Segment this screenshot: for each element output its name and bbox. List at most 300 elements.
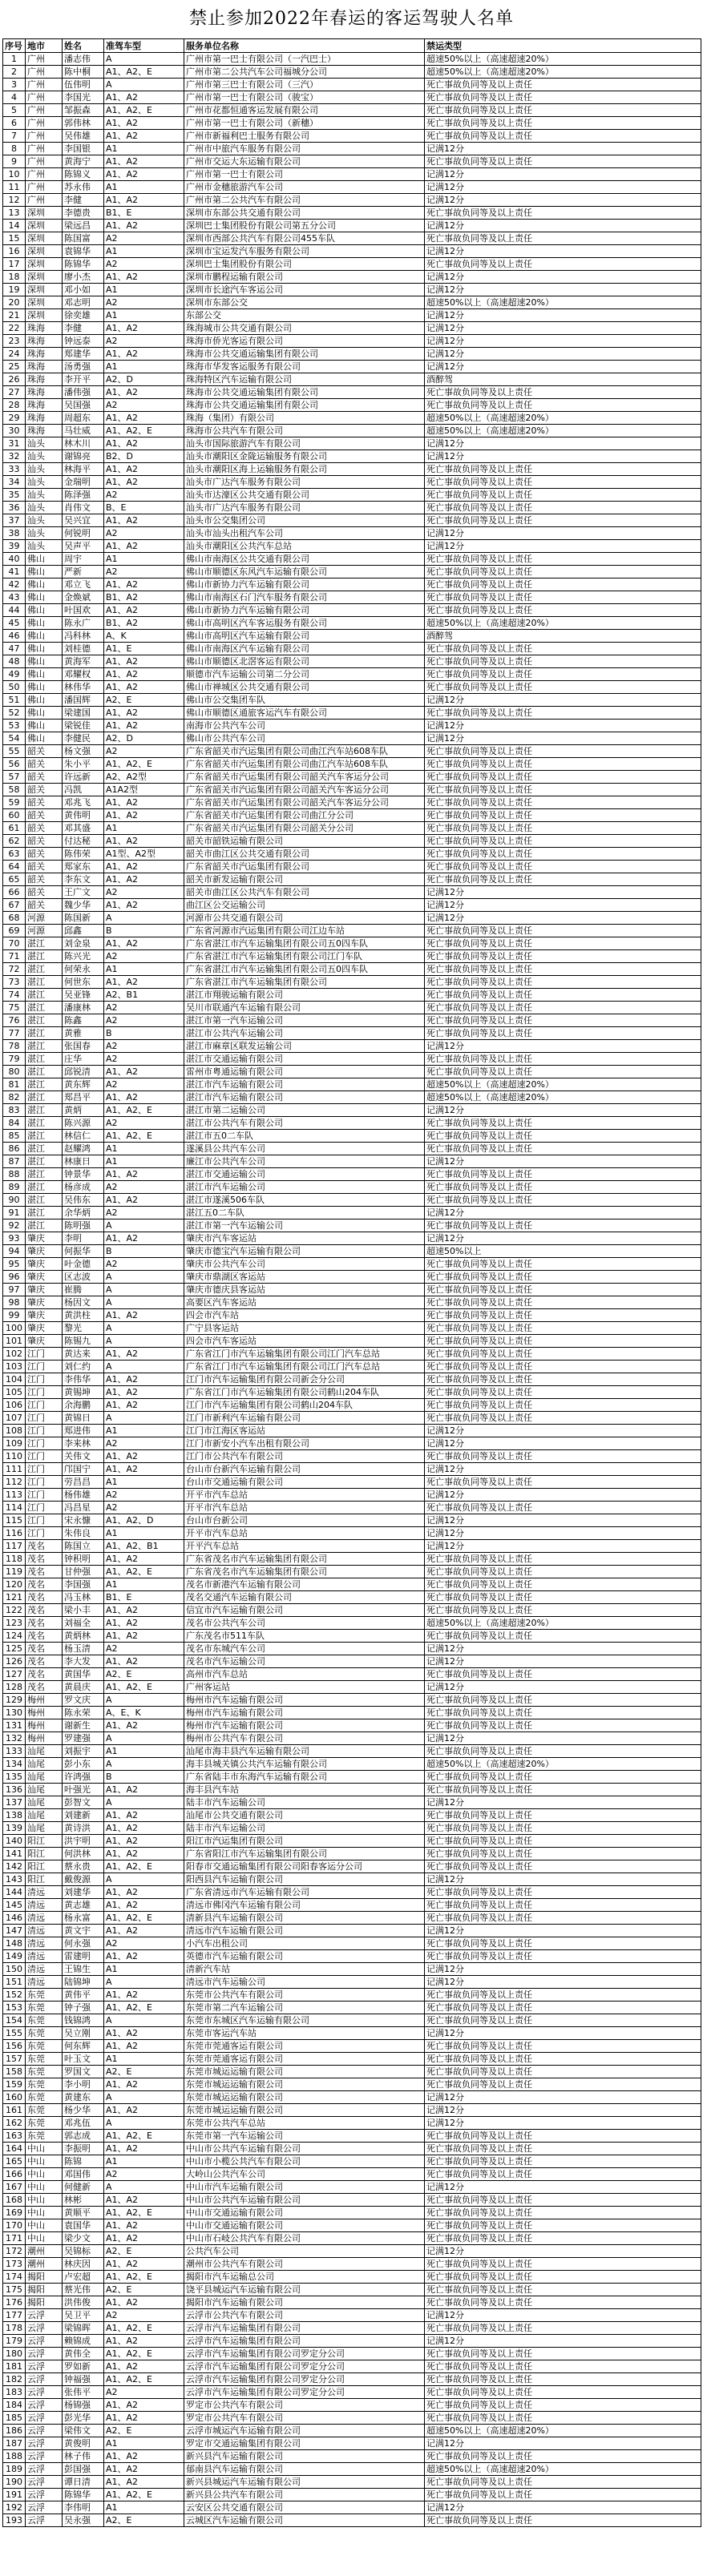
cell-city: 佛山 <box>26 643 63 655</box>
table-row <box>3 2476 701 2489</box>
cell-license-class: A1、A2 <box>104 1719 184 1732</box>
cell-city: 东莞 <box>26 2066 63 2078</box>
cell-city: 茂名 <box>26 1540 63 1553</box>
cell-index: 103 <box>3 1361 26 1373</box>
cell-ban-type: 记满12分 <box>425 1681 701 1694</box>
cell-index: 32 <box>3 450 26 463</box>
cell-employer: 阳江市汽运集团有限公司 <box>184 1835 425 1848</box>
table-row <box>3 1450 701 1463</box>
cell-license-class: A1、A2 <box>104 1989 184 2002</box>
cell-index: 14 <box>3 220 26 232</box>
table-row <box>3 1643 701 1655</box>
cell-license-class: A1、A2、E <box>104 1104 184 1117</box>
cell-city: 湛江 <box>26 1002 63 1014</box>
cell-city: 梅州 <box>26 1732 63 1745</box>
cell-employer: 广东省陆丰市东海汽车运输有限公司 <box>184 1771 425 1784</box>
cell-ban-type: 死亡事故负同等及以上责任 <box>425 1450 701 1463</box>
cell-employer: 茂名市公共汽车公司 <box>184 1617 425 1630</box>
cell-license-class: A1、A2 <box>104 412 184 425</box>
table-row <box>3 1822 701 1835</box>
table-row <box>3 694 701 707</box>
cell-city: 清远 <box>26 1963 63 1976</box>
cell-employer: 广州市第一巴士有限公司 <box>184 168 425 181</box>
cell-index: 49 <box>3 668 26 681</box>
cell-license-class: A1、A2 <box>104 655 184 668</box>
cell-index: 192 <box>3 2501 26 2514</box>
cell-employer: 佛山市禅城区公共交通有限公司 <box>184 681 425 694</box>
cell-city: 珠海 <box>26 373 63 386</box>
cell-name: 杨锦强 <box>63 2399 104 2412</box>
cell-city: 云浮 <box>26 2335 63 2348</box>
cell-city: 东莞 <box>26 2130 63 2143</box>
cell-employer: 韶关市新发运输有限公司 <box>184 873 425 886</box>
table-row <box>3 1514 701 1527</box>
cell-city: 阳江 <box>26 1848 63 1860</box>
cell-city: 广州 <box>26 181 63 194</box>
cell-employer: 河源市公共交通有限公司 <box>184 912 425 925</box>
cell-index: 168 <box>3 2194 26 2207</box>
cell-license-class: A2 <box>104 1258 184 1271</box>
driver-list-table <box>2 38 701 2527</box>
cell-index: 179 <box>3 2335 26 2348</box>
table-row <box>3 130 701 143</box>
cell-name: 黄晨庆 <box>63 1681 104 1694</box>
cell-name: 陈兴源 <box>63 1117 104 1130</box>
cell-employer: 湛江市第一汽车运输公司 <box>184 1014 425 1027</box>
table-row <box>3 630 701 643</box>
cell-employer: 汕尾市公共交通有限公司 <box>184 1809 425 1822</box>
cell-employer: 湛江市交通运输公司 <box>184 1168 425 1181</box>
cell-license-class: A2 <box>104 489 184 502</box>
cell-employer: 广东省韶关市汽运集团有限公司曲江汽车站608车队 <box>184 745 425 758</box>
cell-name: 徐奕雄 <box>63 309 104 322</box>
table-row <box>3 784 701 796</box>
cell-employer: 中山市公共汽车运输有限公司 <box>184 2143 425 2155</box>
cell-city: 江门 <box>26 1527 63 1540</box>
cell-ban-type: 死亡事故负同等及以上责任 <box>425 1784 701 1796</box>
cell-employer: 肇庆市德庆县客运站 <box>184 1284 425 1296</box>
table-row <box>3 771 701 784</box>
cell-license-class: A1、A2 <box>104 2027 184 2040</box>
cell-city: 汕尾 <box>26 1758 63 1771</box>
cell-index: 80 <box>3 1066 26 1078</box>
cell-license-class: A <box>104 1322 184 1335</box>
cell-city: 揭阳 <box>26 2296 63 2309</box>
table-row <box>3 1053 701 1066</box>
cell-employer: 汕头市汕头出租汽车公司 <box>184 527 425 540</box>
cell-index: 60 <box>3 809 26 822</box>
cell-ban-type: 死亡事故负同等及以上责任 <box>425 1848 701 1860</box>
cell-index: 64 <box>3 861 26 873</box>
cell-license-class: A1、A2 <box>104 796 184 809</box>
cell-name: 黄俊明 <box>63 2437 104 2450</box>
cell-name: 陈兴光 <box>63 950 104 963</box>
table-row <box>3 348 701 361</box>
cell-license-class: A <box>104 2181 184 2194</box>
table-row <box>3 1476 701 1489</box>
cell-license-class: B <box>104 1771 184 1784</box>
cell-license-class: A1、A2 <box>104 386 184 399</box>
cell-name: 李大发 <box>63 1655 104 1668</box>
table-row <box>3 1591 701 1604</box>
cell-employer: 珠海（集团）有限公司 <box>184 412 425 425</box>
cell-name: 杨永富 <box>63 1912 104 1925</box>
cell-ban-type: 记满12分 <box>425 540 701 553</box>
cell-name: 梁锦晖 <box>63 2322 104 2335</box>
cell-ban-type: 死亡事故负同等及以上责任 <box>425 1181 701 1194</box>
cell-name: 黄伟平 <box>63 1989 104 2002</box>
header-city: 地市 <box>26 39 63 53</box>
cell-license-class: A1、A2 <box>104 1604 184 1617</box>
cell-ban-type: 死亡事故负同等及以上责任 <box>425 1719 701 1732</box>
cell-city: 汕尾 <box>26 1822 63 1835</box>
cell-license-class: A1 <box>104 245 184 258</box>
cell-ban-type: 死亡事故负同等及以上责任 <box>425 809 701 822</box>
cell-ban-type: 记满12分 <box>425 2091 701 2104</box>
cell-name: 赵耀鸿 <box>63 1143 104 1155</box>
cell-license-class: A1、A2 <box>104 1194 184 1207</box>
cell-ban-type: 死亡事故负同等及以上责任 <box>425 207 701 220</box>
cell-city: 茂名 <box>26 1604 63 1617</box>
cell-ban-type: 记满12分 <box>425 1425 701 1437</box>
table-row <box>3 937 701 950</box>
cell-license-class: A1、A2 <box>104 168 184 181</box>
cell-employer: 台山市交通运输有限公司 <box>184 1476 425 1489</box>
cell-index: 133 <box>3 1745 26 1758</box>
cell-index: 88 <box>3 1168 26 1181</box>
cell-ban-type: 死亡事故负同等及以上责任 <box>425 1258 701 1271</box>
cell-city: 梅州 <box>26 1694 63 1707</box>
cell-ban-type: 死亡事故负同等及以上责任 <box>425 2014 701 2027</box>
cell-employer: 云安区公共交通有限公司 <box>184 2501 425 2514</box>
cell-city: 珠海 <box>26 335 63 348</box>
cell-name: 刘建新 <box>63 1809 104 1822</box>
table-row <box>3 1463 701 1476</box>
cell-employer: 佛山市顺德区东风汽车运输有限公司 <box>184 566 425 578</box>
cell-ban-type: 记满12分 <box>425 194 701 207</box>
cell-ban-type: 超速50%以上（高速超速20%） <box>425 412 701 425</box>
cell-index: 41 <box>3 566 26 578</box>
cell-license-class: A2 <box>104 399 184 412</box>
cell-name: 潘康林 <box>63 1002 104 1014</box>
table-row <box>3 720 701 732</box>
cell-city: 东莞 <box>26 2091 63 2104</box>
cell-name: 何世东 <box>63 976 104 989</box>
cell-employer: 江门市汽车运输集团有限公司新会分公司 <box>184 1373 425 1386</box>
cell-ban-type: 死亡事故负同等及以上责任 <box>425 1284 701 1296</box>
cell-index: 134 <box>3 1758 26 1771</box>
cell-license-class: A1、A2、E <box>104 2322 184 2335</box>
cell-ban-type: 记满12分 <box>425 143 701 155</box>
cell-index: 67 <box>3 899 26 912</box>
cell-index: 8 <box>3 143 26 155</box>
cell-ban-type: 死亡事故负同等及以上责任 <box>425 796 701 809</box>
table-row <box>3 2155 701 2168</box>
cell-index: 1 <box>3 53 26 66</box>
cell-city: 汕头 <box>26 463 63 476</box>
cell-city: 云浮 <box>26 2412 63 2425</box>
cell-city: 湛江 <box>26 1207 63 1219</box>
cell-city: 佛山 <box>26 681 63 694</box>
cell-license-class: A2 <box>104 1643 184 1655</box>
cell-name: 冯凯 <box>63 784 104 796</box>
table-row <box>3 1719 701 1732</box>
cell-ban-type: 死亡事故负同等及以上责任 <box>425 1835 701 1848</box>
cell-city: 肇庆 <box>26 1245 63 1258</box>
cell-city: 清远 <box>26 1912 63 1925</box>
cell-license-class: A1、A2、E <box>104 2489 184 2501</box>
table-row <box>3 745 701 758</box>
table-row <box>3 1412 701 1425</box>
cell-index: 30 <box>3 425 26 437</box>
cell-name: 陈中桐 <box>63 66 104 79</box>
cell-license-class: A1 <box>104 1578 184 1591</box>
cell-city: 清远 <box>26 1937 63 1950</box>
cell-employer: 信宜市汽车运输有限公司 <box>184 1604 425 1617</box>
cell-license-class: A1、A2 <box>104 437 184 450</box>
cell-ban-type: 死亡事故负同等及以上责任 <box>425 1989 701 2002</box>
table-row <box>3 168 701 181</box>
cell-name: 李德贵 <box>63 207 104 220</box>
cell-name: 杨少华 <box>63 2104 104 2117</box>
cell-city: 肇庆 <box>26 1335 63 1348</box>
table-row <box>3 1771 701 1784</box>
cell-index: 89 <box>3 1181 26 1194</box>
cell-employer: 广东省韶关市汽运集团有限公司韶关分公司 <box>184 822 425 835</box>
cell-ban-type: 记满12分 <box>425 361 701 373</box>
table-row <box>3 2335 701 2348</box>
cell-license-class: B、E <box>104 502 184 514</box>
table-row <box>3 681 701 694</box>
cell-employer: 中山市小榄公共汽车有限公司 <box>184 2155 425 2168</box>
table-row <box>3 104 701 117</box>
table-row <box>3 258 701 271</box>
cell-index: 151 <box>3 1976 26 1989</box>
cell-ban-type: 死亡事故负同等及以上责任 <box>425 2296 701 2309</box>
cell-license-class: A1、A2 <box>104 1899 184 1912</box>
cell-ban-type: 死亡事故负同等及以上责任 <box>425 1950 701 1963</box>
cell-license-class: A1、A2、D <box>104 1514 184 1527</box>
cell-index: 97 <box>3 1284 26 1296</box>
cell-employer: 大岭山公共汽车公司 <box>184 2168 425 2181</box>
table-row <box>3 566 701 578</box>
cell-name: 郭伟林 <box>63 117 104 130</box>
cell-license-class: A1、A2 <box>104 1809 184 1822</box>
cell-name: 张伟平 <box>63 2386 104 2399</box>
cell-employer: 深圳巴士集团股份有限公司 <box>184 258 425 271</box>
cell-index: 145 <box>3 1899 26 1912</box>
cell-ban-type: 死亡事故负同等及以上责任 <box>425 1053 701 1066</box>
cell-name: 梁小丰 <box>63 1604 104 1617</box>
cell-name: 赖锦成 <box>63 2335 104 2348</box>
cell-index: 164 <box>3 2143 26 2155</box>
cell-employer: 开平市汽车总站 <box>184 1502 425 1514</box>
cell-name: 朱小平 <box>63 758 104 771</box>
cell-city: 广州 <box>26 130 63 143</box>
cell-ban-type: 记满12分 <box>425 220 701 232</box>
cell-name: 吴国强 <box>63 399 104 412</box>
cell-employer: 汕头市广达汽车服务有限公司 <box>184 476 425 489</box>
cell-license-class: A <box>104 1284 184 1296</box>
cell-index: 7 <box>3 130 26 143</box>
cell-city: 广州 <box>26 104 63 117</box>
table-row <box>3 1143 701 1155</box>
cell-license-class: A1、A2 <box>104 271 184 284</box>
cell-index: 131 <box>3 1719 26 1732</box>
cell-city: 韶关 <box>26 886 63 899</box>
cell-license-class: A2、E <box>104 694 184 707</box>
cell-index: 43 <box>3 591 26 604</box>
cell-city: 珠海 <box>26 322 63 335</box>
cell-license-class: A1、A2 <box>104 2258 184 2271</box>
cell-license-class: A1、A2 <box>104 2104 184 2117</box>
cell-city: 江门 <box>26 1437 63 1450</box>
cell-name: 杨伟雄 <box>63 1489 104 1502</box>
cell-city: 江门 <box>26 1450 63 1463</box>
cell-index: 181 <box>3 2360 26 2373</box>
cell-name: 廖小杰 <box>63 271 104 284</box>
cell-license-class: A <box>104 1335 184 1348</box>
cell-license-class: A1、A2、E <box>104 2373 184 2386</box>
cell-index: 113 <box>3 1489 26 1502</box>
table-row <box>3 1899 701 1912</box>
cell-city: 云浮 <box>26 2450 63 2463</box>
cell-ban-type: 死亡事故负同等及以上责任 <box>425 591 701 604</box>
header-index: 序号 <box>3 39 26 53</box>
cell-ban-type: 死亡事故负同等及以上责任 <box>425 604 701 617</box>
table-row <box>3 1796 701 1809</box>
cell-city: 肇庆 <box>26 1258 63 1271</box>
table-row <box>3 2014 701 2027</box>
cell-city: 东莞 <box>26 2014 63 2027</box>
cell-employer: 清新汽车站 <box>184 1963 425 1976</box>
cell-license-class: A2 <box>104 1489 184 1502</box>
cell-ban-type: 死亡事故负同等及以上责任 <box>425 1361 701 1373</box>
cell-ban-type: 记满12分 <box>425 1643 701 1655</box>
cell-city: 茂名 <box>26 1681 63 1694</box>
cell-index: 71 <box>3 950 26 963</box>
cell-name: 何健新 <box>63 2181 104 2194</box>
cell-ban-type: 死亡事故负同等及以上责任 <box>425 873 701 886</box>
cell-employer: 云浮市汽车运输集团有限公司 <box>184 2335 425 2348</box>
cell-name: 魏少华 <box>63 899 104 912</box>
cell-ban-type: 死亡事故负同等及以上责任 <box>425 1117 701 1130</box>
table-row <box>3 950 701 963</box>
cell-employer: 梅州市汽车运输有限公司 <box>184 1719 425 1732</box>
cell-license-class: A1、A2、E <box>104 1912 184 1925</box>
cell-license-class: B <box>104 925 184 937</box>
cell-index: 45 <box>3 617 26 630</box>
cell-index: 33 <box>3 463 26 476</box>
table-row <box>3 848 701 861</box>
cell-employer: 陆丰市汽车运输公司 <box>184 1822 425 1835</box>
cell-index: 136 <box>3 1784 26 1796</box>
cell-ban-type: 记满12分 <box>425 1540 701 1553</box>
table-row <box>3 1309 701 1322</box>
cell-index: 42 <box>3 578 26 591</box>
cell-name: 黄顺平 <box>63 2207 104 2219</box>
cell-name: 刘桂德 <box>63 643 104 655</box>
table-row <box>3 53 701 66</box>
table-row <box>3 412 701 425</box>
cell-name: 冯玉林 <box>63 1591 104 1604</box>
cell-city: 江门 <box>26 1476 63 1489</box>
cell-employer: 江门市江海区客运站 <box>184 1425 425 1437</box>
cell-city: 梅州 <box>26 1707 63 1719</box>
cell-employer: 东莞市城运运输有限公司 <box>184 2078 425 2091</box>
cell-license-class: A1、A2 <box>104 463 184 476</box>
cell-license-class: A2 <box>104 1014 184 1027</box>
cell-index: 73 <box>3 976 26 989</box>
table-row <box>3 2040 701 2053</box>
table-row <box>3 758 701 771</box>
cell-city: 江门 <box>26 1399 63 1412</box>
table-row <box>3 925 701 937</box>
cell-ban-type: 超速50%以上（高速超速20%） <box>425 2425 701 2437</box>
cell-name: 林彬 <box>63 2194 104 2207</box>
cell-employer: 深圳市长途汽车客运公司 <box>184 284 425 296</box>
cell-name: 黄锦日 <box>63 1412 104 1425</box>
table-row <box>3 578 701 591</box>
cell-license-class: A1 <box>104 181 184 194</box>
table-row <box>3 1527 701 1540</box>
cell-index: 165 <box>3 2155 26 2168</box>
cell-index: 170 <box>3 2219 26 2232</box>
cell-employer: 湛江市五0二车队 <box>184 1130 425 1143</box>
cell-employer: 新兴县公共汽车有限公司 <box>184 2489 425 2501</box>
cell-city: 揭阳 <box>26 2284 63 2296</box>
cell-city: 湛江 <box>26 1027 63 1040</box>
cell-ban-type: 记满12分 <box>425 2245 701 2258</box>
table-row <box>3 2373 701 2386</box>
cell-city: 佛山 <box>26 604 63 617</box>
cell-ban-type: 酒醉驾 <box>425 630 701 643</box>
cell-city: 茂名 <box>26 1643 63 1655</box>
cell-license-class: A1、A2 <box>104 540 184 553</box>
cell-name: 吴永强 <box>63 2514 104 2527</box>
cell-name: 黄雅 <box>63 1027 104 1040</box>
cell-name: 李健 <box>63 194 104 207</box>
cell-ban-type: 死亡事故负同等及以上责任 <box>425 514 701 527</box>
cell-ban-type: 死亡事故负同等及以上责任 <box>425 1630 701 1643</box>
cell-index: 76 <box>3 1014 26 1027</box>
cell-name: 杨因文 <box>63 1296 104 1309</box>
cell-city: 东莞 <box>26 2027 63 2040</box>
cell-name: 邓兆飞 <box>63 796 104 809</box>
cell-name: 甘仲强 <box>63 1566 104 1578</box>
cell-city: 揭阳 <box>26 2271 63 2284</box>
table-row <box>3 207 701 220</box>
cell-employer: 湛江市交通运输有限公司 <box>184 1053 425 1066</box>
cell-employer: 湛江市汽车运输公司 <box>184 1181 425 1194</box>
cell-license-class: A1 <box>104 1745 184 1758</box>
cell-ban-type: 死亡事故负同等及以上责任 <box>425 848 701 861</box>
cell-index: 147 <box>3 1925 26 1937</box>
cell-index: 137 <box>3 1796 26 1809</box>
table-row <box>3 143 701 155</box>
cell-license-class: A1、A2 <box>104 2296 184 2309</box>
cell-index: 187 <box>3 2437 26 2450</box>
cell-name: 陈鑫 <box>63 1014 104 1027</box>
cell-city: 潮州 <box>26 2245 63 2258</box>
table-row <box>3 668 701 681</box>
cell-index: 109 <box>3 1437 26 1450</box>
table-row <box>3 2053 701 2066</box>
table-row <box>3 553 701 566</box>
cell-index: 125 <box>3 1643 26 1655</box>
cell-index: 15 <box>3 232 26 245</box>
cell-employer: 广州市第一巴士有限公司（一汽巴士） <box>184 53 425 66</box>
